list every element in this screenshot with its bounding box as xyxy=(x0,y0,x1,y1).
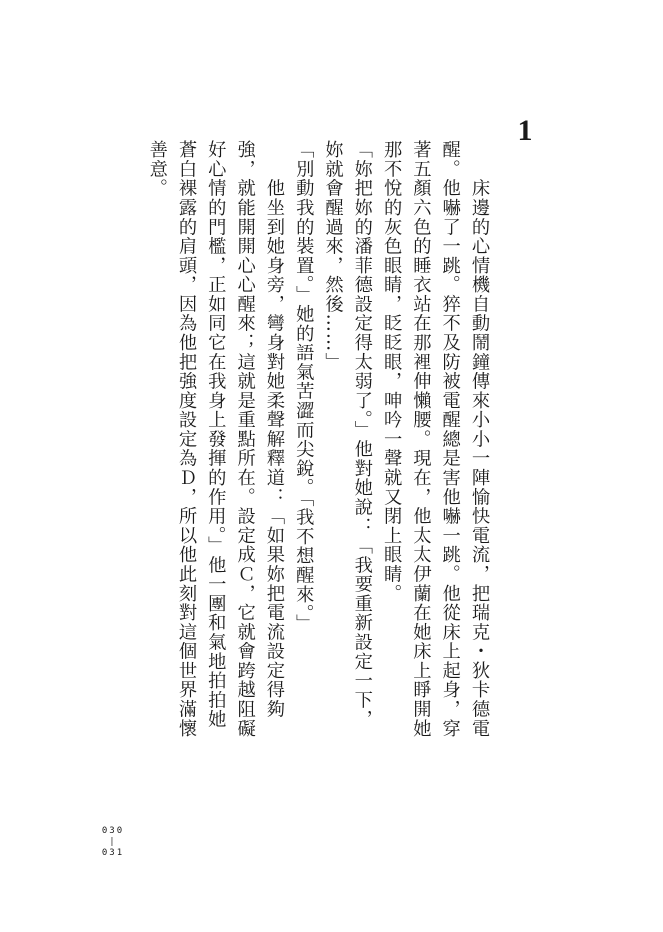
paragraph: 他坐到她身旁，彎身對她柔聲解釋道：「如果妳把電流設定得夠強，就能開開心心醒來；這就是重點所在。設定成Ｃ，它就會跨越阻礙好心情的門檻，正如同它在我身上發揮的作用。」他一團和氣地拍拍她蒼白裸露的肩頭，因為他把強度設定為Ｄ，所以他此刻對這個世界滿懷善意。 xyxy=(146,140,285,738)
page-numbers xyxy=(93,826,133,859)
paragraph: 「妳把妳的潘菲德設定得太弱了。」他對她說：「我要重新設定一下，妳就會醒過來，然後……」 xyxy=(322,140,373,729)
paragraph: 「別動我的裝置。」她的語氣苦澀而尖銳。「我不想醒來。」 xyxy=(293,140,315,634)
body-text xyxy=(84,140,494,740)
paragraph: 床邊的心情機自動鬧鐘傳來小小一陣愉快電流，把瑞克・狄卡德電醒。他嚇了一跳。猝不及防被電醒總是害他嚇一跳。他從床上起身，穿著五顏六色的睡衣站在那裡伸懶腰。現在，他太太伊蘭在她床上睜開她那不悅的灰色眼睛，眨眨眼，呻吟一聲就又閉上眼睛。 xyxy=(381,140,490,738)
chapter-number: 1 xyxy=(517,114,533,147)
page-number-left: 030 xyxy=(101,826,125,836)
page-number-separator: | xyxy=(109,837,117,847)
page-number-right: 031 xyxy=(101,848,125,858)
